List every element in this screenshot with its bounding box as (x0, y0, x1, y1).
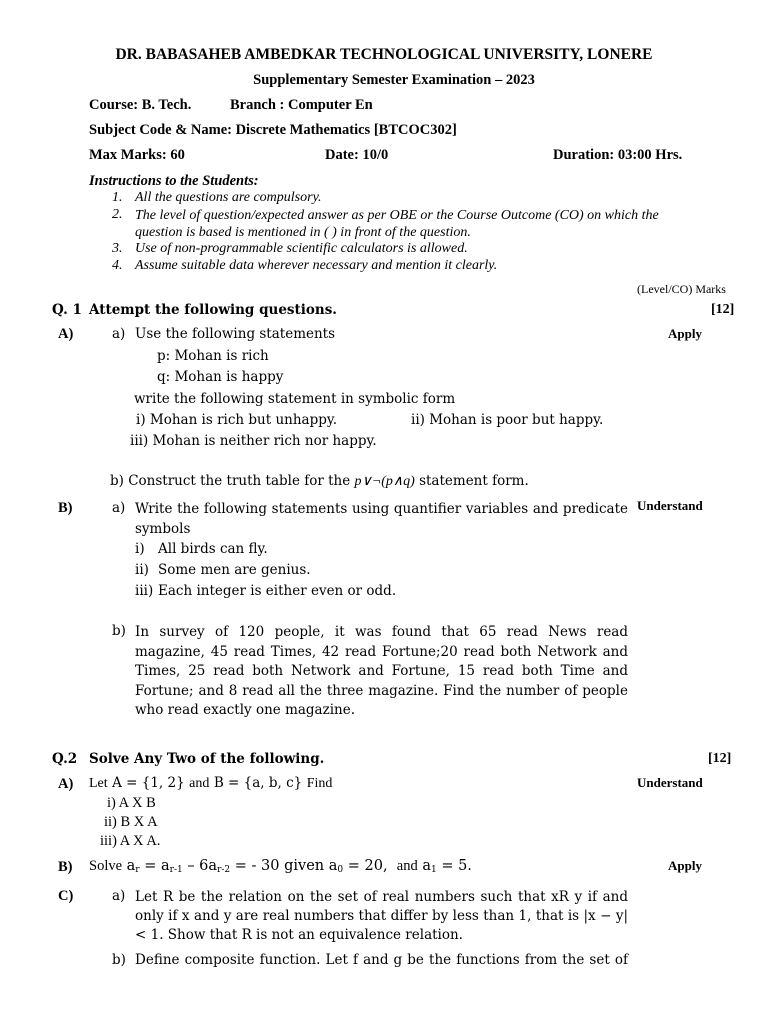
exam-title: Supplementary Semester Examination – 2023 (253, 72, 535, 88)
instruction-text: Assume suitable data wherever necessary and mention it clearly. (135, 258, 498, 273)
q2b-level: Apply (668, 858, 702, 873)
q2c-a-text: Let R be the relation on the set of real numbers such that xR y if and only if x and y are real numbers that differ by less than 1, that is |x − y| < 1. Show that R is not an equivalence relation. (135, 889, 628, 943)
course: Course: B. Tech. (89, 97, 192, 113)
duration: Duration: 03:00 Hrs. (553, 147, 683, 163)
statement-q: q: Mohan is happy (157, 369, 284, 385)
instruction-text: The level of question/expected answer as per OBE or the Course Outcome (CO) on which the question is based is mentioned in ( ) in front of the question. (135, 208, 659, 240)
subject: Subject Code & Name: Discrete Mathematics [BTCOC302] (89, 122, 457, 138)
level-marks-header: (Level/CO) Marks (637, 282, 726, 296)
q1a-a-text: Use the following statements (135, 326, 336, 342)
q1-number: Q. 1 (52, 302, 82, 318)
q2a-line (89, 775, 332, 792)
set-b: B = {a, b, c} (213, 775, 303, 791)
sub-r: r (135, 865, 140, 875)
instruction-num: 2. (112, 207, 123, 222)
instructions-title: Instructions to the Students: (89, 173, 259, 189)
set-a: A = {1, 2} (112, 775, 185, 791)
instruction-num: 1. (112, 190, 123, 205)
q2a-label: A) (58, 776, 74, 792)
sub-r2: r-2 (217, 865, 231, 875)
q1b-b-text: In survey of 120 people, it was found that 65 read News read magazine, 45 read Times, 42 read Fortune;20 read both Network and Times, 25 read both Network and Fortune, 15 read both Time and Fortune; and 8 read all the three magazine. Find the number of people who read exactly one magazine. (135, 624, 628, 718)
eq-part: = - 30 given (230, 858, 329, 874)
q1b-a-label: a) (112, 500, 126, 516)
q1a-label: A) (58, 326, 74, 342)
term-a: a (208, 858, 218, 874)
q2a-let: Let (89, 776, 108, 791)
instruction-text: Use of non-programmable scientific calculators is allowed. (135, 241, 468, 256)
q1b-a-text: Write the following statements using quantifier variables and predicate symbols (135, 501, 628, 537)
q2c-b-label: b) (112, 952, 126, 968)
q1b-item-num: i) (135, 541, 145, 557)
q1a-level: Apply (668, 326, 702, 341)
instruction-num: 4. (112, 258, 123, 273)
q2c-b-text: Define composite function. Let f and g be the functions from the set of (135, 952, 628, 968)
q1-marks: [12] (711, 302, 735, 317)
eq-part: = 5. (436, 858, 472, 874)
q1a-b-line (110, 473, 529, 490)
q1-title: Attempt the following questions. (89, 302, 338, 318)
instruction-num: 3. (112, 241, 123, 256)
max-marks: Max Marks: 60 (89, 147, 185, 163)
truth-table-formula: p∨¬(p∧q) (354, 474, 415, 489)
q2a-ii: ii) B X A (104, 814, 158, 830)
q1a-i: i) Mohan is rich but unhappy. (136, 412, 338, 428)
q2a-and: and (189, 776, 210, 791)
q2b-and: and (396, 858, 418, 874)
q1a-iii: iii) Mohan is neither rich nor happy. (130, 433, 377, 449)
q1b-level: Understand (637, 498, 703, 513)
q1a-b-pre: b) Construct the truth table for the (110, 473, 351, 489)
q2b-label: B) (58, 859, 73, 875)
statement-p: p: Mohan is rich (157, 348, 269, 364)
eq-part: – 6 (182, 858, 209, 874)
term-a: a (328, 858, 338, 874)
sub-0: 0 (337, 865, 344, 875)
q2-title: Solve Any Two of the following. (89, 751, 325, 767)
branch: Branch : Computer En (230, 97, 373, 113)
q2c-label: C) (58, 888, 74, 904)
eq-part: = (139, 858, 161, 874)
q1b-item-num: iii) (135, 583, 154, 599)
q2a-iii: iii) A X A. (100, 833, 161, 849)
q1b-item-num: ii) (135, 562, 149, 578)
q1b-item-text: All birds can fly. (158, 541, 268, 557)
eq-part: = 20, (343, 858, 393, 874)
q2-marks: [12] (708, 751, 732, 766)
q2a-i: i) A X B (107, 795, 156, 811)
sub-r1: r-1 (169, 865, 183, 875)
q2b-solve: Solve (89, 858, 123, 874)
q2c-a-label: a) (112, 888, 126, 904)
term-a: a (422, 858, 431, 874)
q2a-find: Find (306, 776, 333, 791)
university-name: DR. BABASAHEB AMBEDKAR TECHNOLOGICAL UNIVERSITY, LONERE (115, 46, 653, 63)
q1b-item-text: Some men are genius. (158, 562, 311, 578)
q1b-label: B) (58, 500, 73, 516)
q1a-b-post: statement form. (419, 473, 529, 489)
recurrence-equation (89, 858, 472, 875)
term-a: a (160, 858, 170, 874)
q1a-a-label: a) (112, 326, 126, 342)
q1a-ii: ii) Mohan is poor but happy. (411, 412, 604, 428)
instruction-text: All the questions are compulsory. (135, 190, 322, 205)
q1b-b-label: b) (112, 623, 126, 639)
q2-number: Q.2 (52, 751, 78, 767)
sub-1: 1 (430, 865, 437, 875)
exam-date: Date: 10/0 (325, 147, 389, 163)
q1a-write: write the following statement in symbolic form (134, 391, 456, 407)
q2a-level: Understand (637, 775, 703, 790)
term-a: a (126, 858, 136, 874)
q1b-item-text: Each integer is either even or odd. (158, 583, 397, 599)
